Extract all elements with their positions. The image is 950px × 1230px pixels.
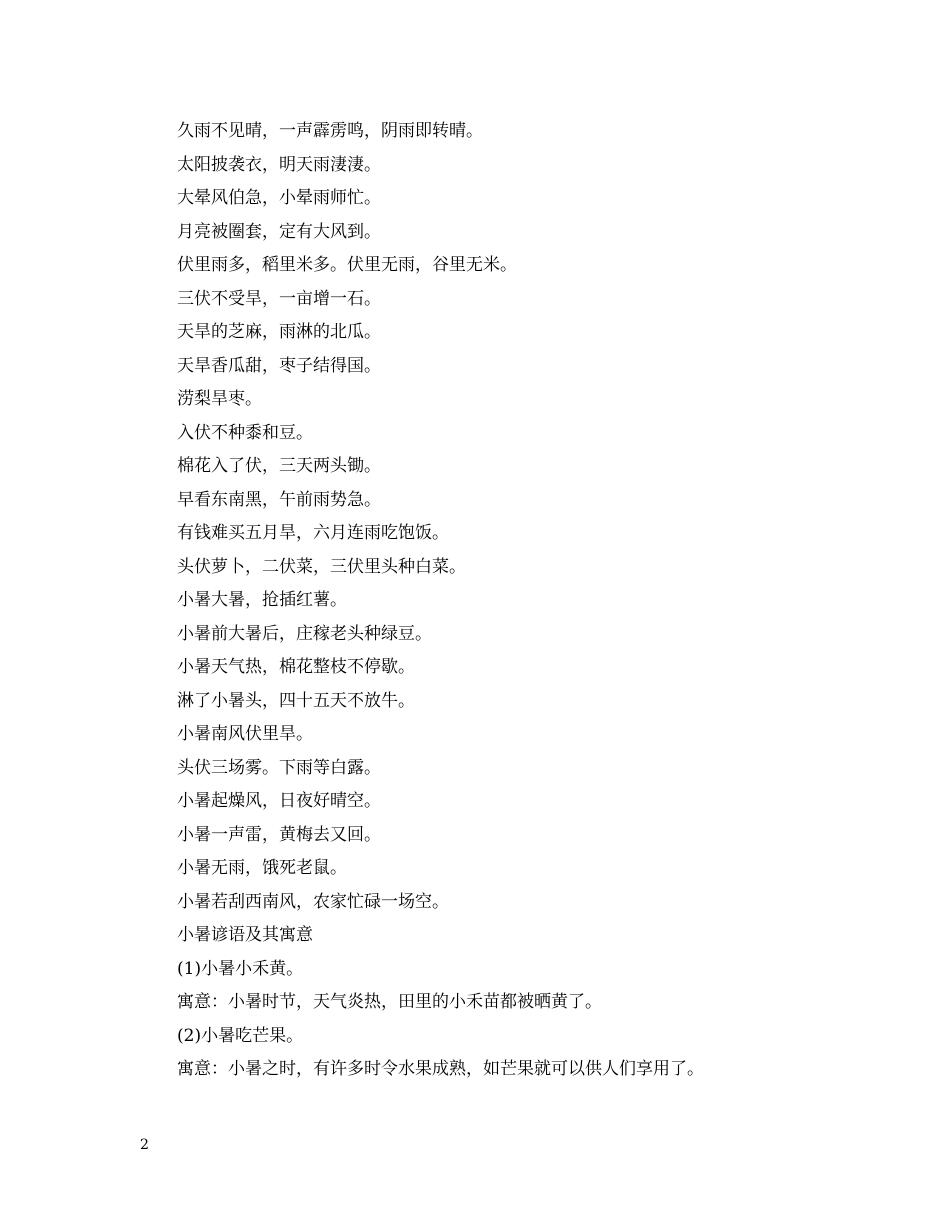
text-line: 小暑无雨，饿死老鼠。 — [177, 858, 347, 878]
text-line: 小暑大暑，抢插红薯。 — [177, 590, 347, 610]
proverb-meaning: 寓意：小暑时节，天气炎热，田里的小禾苗都被晒黄了。 — [177, 992, 602, 1012]
text-line: 小暑南风伏里旱。 — [177, 724, 313, 744]
text-line: 头伏萝卜，二伏菜，三伏里头种白菜。 — [177, 556, 466, 577]
text-line: 小暑前大暑后，庄稼老头种绿豆。 — [177, 623, 432, 644]
text-line: 久雨不见晴，一声霹雳鸣，阴雨即转晴。 — [177, 121, 483, 141]
text-line: 棉花入了伏，三天两头锄。 — [177, 456, 381, 476]
text-line: 早看东南黑，午前雨势急。 — [177, 489, 381, 510]
document-body — [177, 115, 877, 1087]
text-line: 月亮被圈套，定有大风到。 — [177, 221, 381, 242]
text-line: 伏里雨多，稻里米多。伏里无雨，谷里无米。 — [177, 255, 517, 275]
text-line: 有钱难买五月旱，六月连雨吃饱饭。 — [177, 523, 449, 543]
text-line: 小暑天气热，棉花整枝不停歇。 — [177, 657, 415, 677]
text-line: 天旱的芝麻，雨淋的北瓜。 — [177, 322, 381, 342]
text-line: 太阳披袭衣，明天雨淒淒。 — [177, 154, 381, 175]
text-line: 淋了小暑头，四十五天不放牛。 — [177, 690, 415, 711]
proverb-item: (1)小暑小禾黄。 — [177, 958, 304, 979]
text-line: 入伏不种黍和豆。 — [177, 422, 313, 443]
text-line: 涝梨旱枣。 — [177, 389, 262, 409]
text-line: 小暑若刮西南风，农家忙碌一场空。 — [177, 891, 449, 912]
text-line: 大晕风伯急，小晕雨师忙。 — [177, 188, 381, 208]
text-line: 小暑起燥风，日夜好晴空。 — [177, 791, 381, 811]
section-heading: 小暑谚语及其寓意 — [177, 925, 313, 945]
text-line: 三伏不受旱，一亩增一石。 — [177, 288, 381, 309]
proverb-meaning: 寓意：小暑之时，有许多时令水果成熟，如芒果就可以供人们享用了。 — [177, 1059, 704, 1079]
page-number: 2 — [140, 1137, 149, 1153]
text-line: 头伏三场雾。下雨等白露。 — [177, 757, 381, 778]
proverb-item: (2)小暑吃芒果。 — [177, 1025, 304, 1046]
text-line: 天旱香瓜甜，枣子结得国。 — [177, 355, 381, 376]
text-line: 小暑一声雷，黄梅去又回。 — [177, 824, 381, 845]
